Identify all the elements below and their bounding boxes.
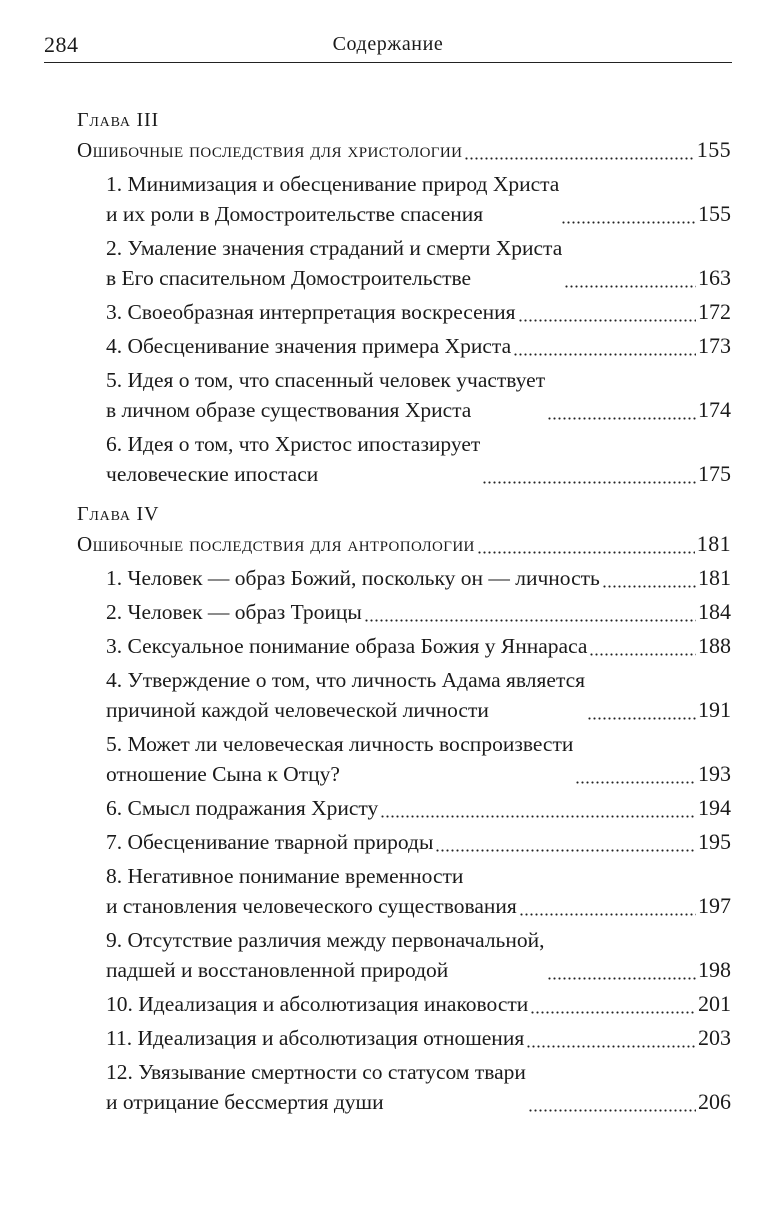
- section-title-line: 3. Сексуальное понимание образа Божия у Яннараса: [106, 634, 588, 658]
- dot-leader: [518, 297, 696, 327]
- section-title-line: 12. Увязывание смертности со статусом твари: [106, 1060, 526, 1084]
- section-title-line: 5. Может ли человеческая личность воспроизвести: [106, 732, 574, 756]
- dot-leader: [589, 631, 696, 661]
- section-title-line: 8. Негативное понимание временности: [106, 864, 464, 888]
- section-title-line: 11. Идеализация и абсолютизация отношения: [106, 1026, 525, 1050]
- section-title-line: падшей и восстановленной природой: [106, 958, 449, 982]
- toc-section-entry: [77, 563, 731, 593]
- section-title-line: 5. Идея о том, что спасенный человек участвует: [106, 368, 546, 392]
- page-ref: 155: [696, 137, 731, 162]
- section-title: [106, 665, 585, 725]
- toc-section-entry: [77, 331, 731, 361]
- chapter-label: Глава III: [77, 109, 159, 131]
- toc-section-entry: [77, 169, 731, 229]
- dot-leader: [561, 199, 696, 229]
- chapter-title-text: [77, 135, 462, 165]
- section-title-line: 1. Минимизация и обесценивание природ Христа: [106, 172, 560, 196]
- page-ref: 184: [698, 599, 731, 624]
- dot-leader: [575, 759, 696, 789]
- section-title: [106, 365, 545, 425]
- toc-section-entry: [77, 297, 731, 327]
- section-title: [106, 297, 516, 327]
- page-ref: 197: [698, 893, 731, 918]
- dot-leader: [519, 891, 696, 921]
- section-title: [106, 925, 545, 985]
- section-title-line: 3. Своеобразная интерпретация воскресения: [106, 300, 516, 324]
- section-title: [106, 861, 517, 921]
- section-title-line: отношение Сына к Отцу?: [106, 762, 340, 786]
- running-head: [44, 28, 732, 63]
- section-title: [106, 989, 528, 1019]
- section-title-line: 6. Идея о том, что Христос ипостазирует: [106, 432, 481, 456]
- page-ref: 195: [698, 829, 731, 854]
- chapter-block: [77, 105, 731, 489]
- section-title-line: 9. Отсутствие различия между первоначальной,: [106, 928, 545, 952]
- page-ref: 191: [698, 697, 731, 722]
- toc-section-entry: [77, 861, 731, 921]
- page-ref: 172: [698, 299, 731, 324]
- section-title-line: и их роли в Домостроительстве спасения: [106, 202, 484, 226]
- section-title: [106, 793, 378, 823]
- section-title-line: 4. Обесценивание значения примера Христа: [106, 334, 512, 358]
- chapter-title-entry: [77, 529, 731, 559]
- page-ref: 181: [696, 531, 731, 556]
- dot-leader: [482, 459, 696, 489]
- toc-section-entry: [77, 925, 731, 985]
- section-title-line: человеческие ипостаси: [106, 462, 319, 486]
- dot-leader: [435, 827, 696, 857]
- dot-leader: [513, 331, 696, 361]
- section-title: [106, 331, 511, 361]
- page-ref: 193: [698, 761, 731, 786]
- chapter-title-text: [77, 529, 475, 559]
- page-number: 284: [44, 32, 79, 57]
- section-title: [106, 563, 600, 593]
- section-title-line: 1. Человек — образ Божий, поскольку он — личность: [106, 566, 600, 590]
- page-ref: 201: [698, 991, 731, 1016]
- dot-leader: [547, 395, 696, 425]
- page-ref: 155: [698, 201, 731, 226]
- page-ref: 181: [698, 565, 731, 590]
- toc-section-entry: [77, 1023, 731, 1053]
- section-title: [106, 597, 362, 627]
- toc-section-entry: [77, 827, 731, 857]
- chapter-title-line: Ошибочные последствия для антропологии: [77, 532, 475, 556]
- toc-section-entry: [77, 989, 731, 1019]
- page-ref: 163: [698, 265, 731, 290]
- chapter-label: Глава IV: [77, 503, 160, 525]
- section-title-line: и отрицание бессмертия души: [106, 1090, 384, 1114]
- section-title: [106, 729, 573, 789]
- page-ref: 173: [698, 333, 731, 358]
- page-ref: 198: [698, 957, 731, 982]
- dot-leader: [526, 1023, 696, 1053]
- running-title: Содержание: [332, 33, 444, 55]
- dot-leader: [477, 529, 695, 559]
- toc-section-entry: [77, 365, 731, 425]
- dot-leader: [528, 1087, 696, 1117]
- toc-section-entry: [77, 729, 731, 789]
- page-ref: 203: [698, 1025, 731, 1050]
- section-title-line: 10. Идеализация и абсолютизация инаковости: [106, 992, 529, 1016]
- chapter-title-line: Ошибочные последствия для христологии: [77, 138, 463, 162]
- page-ref: 188: [698, 633, 731, 658]
- section-title: [106, 631, 587, 661]
- section-title-line: 2. Человек — образ Троицы: [106, 600, 362, 624]
- dot-leader: [464, 135, 694, 165]
- section-title-line: причиной каждой человеческой личности: [106, 698, 489, 722]
- page-ref: 175: [698, 461, 731, 486]
- section-title: [106, 169, 559, 229]
- section-title-line: и становления человеческого существования: [106, 894, 517, 918]
- section-title-line: в Его спасительном Домостроительстве: [106, 266, 472, 290]
- section-title-line: 2. Умаление значения страданий и смерти Христа: [106, 236, 563, 260]
- toc-section-entry: [77, 1057, 731, 1117]
- section-title: [106, 1057, 526, 1117]
- section-title: [106, 1023, 524, 1053]
- dot-leader: [364, 597, 696, 627]
- dot-leader: [587, 695, 696, 725]
- chapter-block: [77, 499, 731, 1117]
- toc-section-entry: [77, 429, 731, 489]
- section-title-line: 4. Утверждение о том, что личность Адама является: [106, 668, 586, 692]
- dot-leader: [564, 263, 696, 293]
- section-title-line: в личном образе существования Христа: [106, 398, 472, 422]
- section-title: [106, 233, 562, 293]
- toc-section-entry: [77, 665, 731, 725]
- table-of-contents: [77, 105, 731, 1127]
- toc-section-entry: [77, 233, 731, 293]
- toc-section-entry: [77, 793, 731, 823]
- page-ref: 174: [698, 397, 731, 422]
- dot-leader: [547, 955, 697, 985]
- dot-leader: [530, 989, 696, 1019]
- chapter-title-entry: [77, 135, 731, 165]
- section-title-line: 6. Смысл подражания Христу: [106, 796, 379, 820]
- section-title: [106, 827, 433, 857]
- section-title: [106, 429, 480, 489]
- toc-section-entry: [77, 597, 731, 627]
- page-ref: 206: [698, 1089, 731, 1114]
- toc-section-entry: [77, 631, 731, 661]
- page-ref: 194: [698, 795, 731, 820]
- section-title-line: 7. Обесценивание тварной природы: [106, 830, 434, 854]
- dot-leader: [380, 793, 696, 823]
- dot-leader: [602, 563, 696, 593]
